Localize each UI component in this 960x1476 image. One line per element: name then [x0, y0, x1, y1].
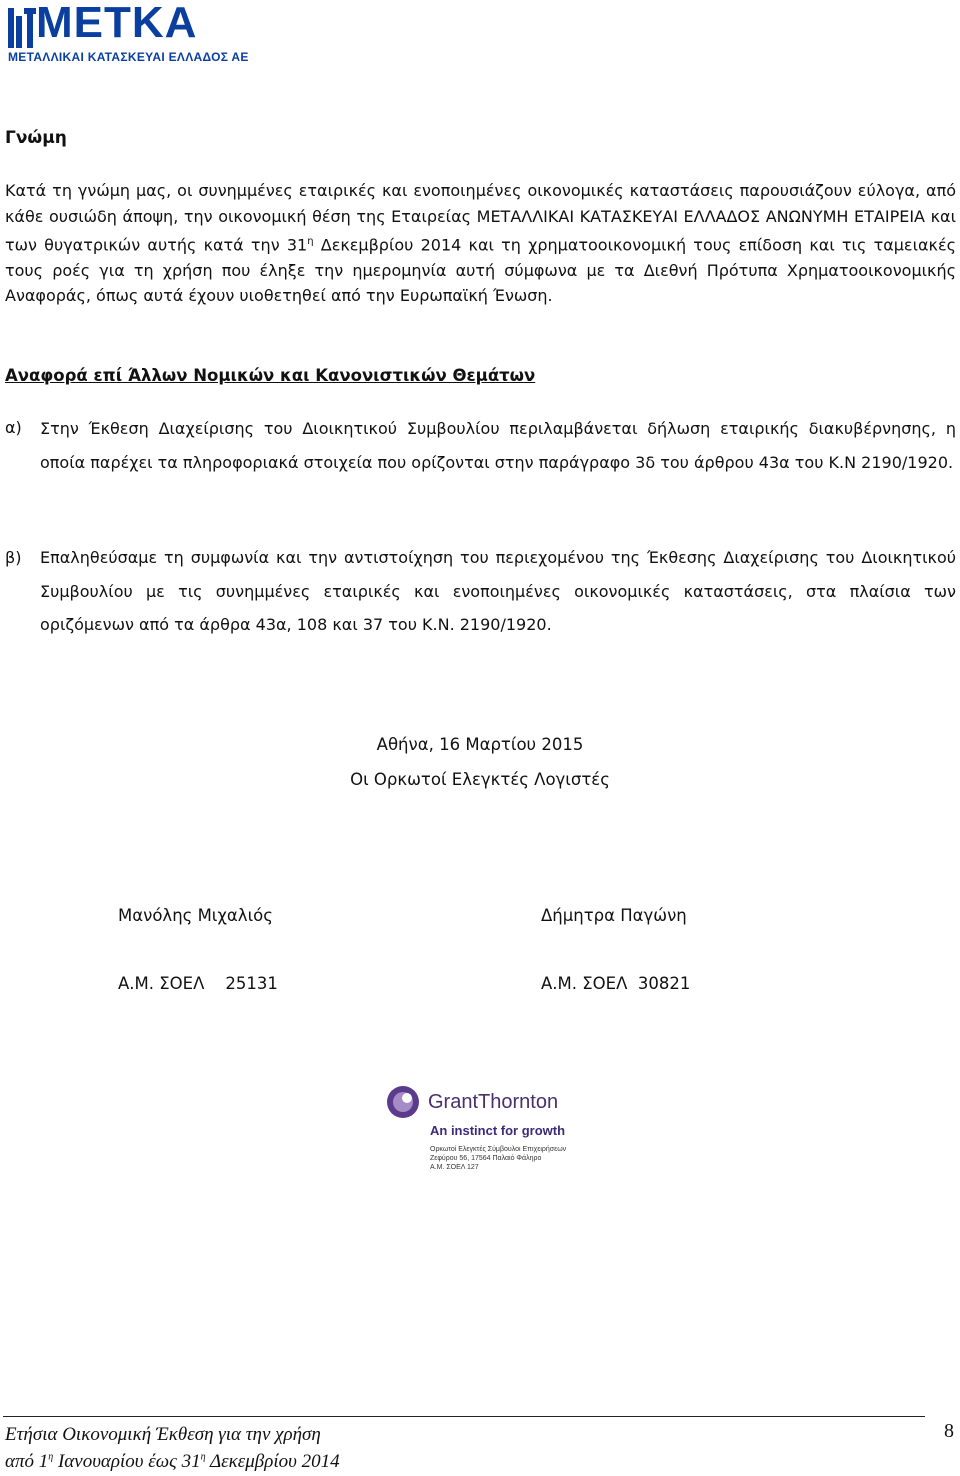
other-matters-heading: Αναφορά επί Άλλων Νομικών και Κανονιστικών Θεμάτων [5, 366, 536, 385]
auditor-2-name: Δήμητρα Παγώνη [541, 906, 687, 925]
footer-sup1: η [48, 1451, 54, 1463]
gt-line3: Α.Μ. ΣΟΕΛ 127 [430, 1164, 479, 1171]
grant-thornton-logo-icon [386, 1085, 420, 1119]
footer-line2-c: Δεκεμβρίου 2014 [205, 1451, 340, 1472]
item-a-label: α) [5, 418, 22, 437]
page-number: 8 [944, 1420, 954, 1442]
footer-line2 [5, 1451, 340, 1473]
opinion-sup: η [307, 236, 314, 247]
auditor-1-name: Μανόλης Μιχαλιός [118, 906, 273, 925]
logo-name: ΜΕΤΚΑ [36, 0, 198, 47]
place-date: Αθήνα, 16 Μαρτίου 2015 [376, 735, 584, 754]
item-b-label: β) [5, 548, 22, 567]
opinion-paragraph [5, 178, 956, 309]
item-b-text: Επαληθεύσαμε τη συμφωνία και την αντιστοίχηση του περιεχομένου της Έκθεσης Διαχείρισης του Διοικητικού Συμβουλίου με τις συνημμένες εταιρικές και ενοποιημένες οικονομικές καταστάσεις, στα πλαίσια των οριζόμενων από τα άρθρα 43α, 108 και 37 του Κ.Ν. 2190/1920. [40, 548, 956, 634]
footer-sup2: η [200, 1451, 206, 1463]
gt-tagline: An instinct for growth [430, 1123, 566, 1138]
footer-line2-b: Ιανουαρίου έως 31 [53, 1451, 201, 1472]
metka-logo-mark-icon [8, 8, 36, 48]
item-a-text: Στην Έκθεση Διαχείρισης του Διοικητικού Συμβουλίου περιλαμβάνεται δήλωση εταιρικής διακυβέρνησης, η οποία παρέχει τα πληροφοριακά στοιχεία που ορίζονται στην παράγραφο 3δ του άρθρου 43α του Κ.Ν 2190/1920. [40, 419, 956, 472]
metka-logo [6, 0, 249, 68]
footer-line1: Ετήσια Οικονομική Έκθεση για την χρήση [5, 1424, 321, 1445]
auditors-role: Οι Ορκωτοί Ελεγκτές Λογιστές [350, 770, 610, 789]
logo-subtitle: ΜΕΤΑΛΛΙΚΑΙ ΚΑΤΑΣΚΕΥΑΙ ΕΛΛΑΔΟΣ ΑΕ [8, 50, 249, 64]
gt-line1: Ορκωτοί Ελεγκτές Σύμβουλοι Επιχειρήσεων [430, 1146, 567, 1153]
opinion-heading: Γνώμη [5, 128, 67, 148]
gt-firm-name: GrantThornton [428, 1091, 559, 1113]
auditor-1-reg: Α.Μ. ΣΟΕΛ 25131 [118, 974, 278, 993]
footer-divider [3, 1416, 925, 1417]
auditor-2-reg: Α.Μ. ΣΟΕΛ 30821 [541, 974, 691, 993]
grant-thornton-stamp [386, 1083, 566, 1179]
footer-line2-a: από 1 [5, 1451, 49, 1472]
opinion-text-part1: Κατά τη γνώμη μας, οι συνημμένες εταιρικές και ενοποιημένες οικονομικές καταστάσεις παρουσιάζουν εύλογα, από κάθε ουσιώδη άποψη, την οικονομική θέση της Εταιρείας ΜΕΤΑΛΛΙΚΑΙ ΚΑΤΑΣΚΕΥΑΙ ΕΛΛΑΔΟΣ ΑΝΩΝΥΜΗ ΕΤΑΙΡΕΙΑ και των θυγατρικών αυτής κατά την 31 [5, 181, 956, 255]
opinion-text-part2: Δεκεμβρίου 2014 και τη χρηματοοικονομική τους επίδοση και τις ταμειακές τους ροές για τη χρήση που έληξε την ημερομηνία αυτή σύμφωνα με τα Διεθνή Πρότυπα Χρηματοοικονομικής Αναφοράς, όπως αυτά έχουν υιοθετηθεί από την Ευρωπαϊκή Ένωση. [5, 235, 957, 306]
gt-line2: Ζεφύρου 56, 17564 Παλαιό Φάληρο [430, 1155, 542, 1162]
